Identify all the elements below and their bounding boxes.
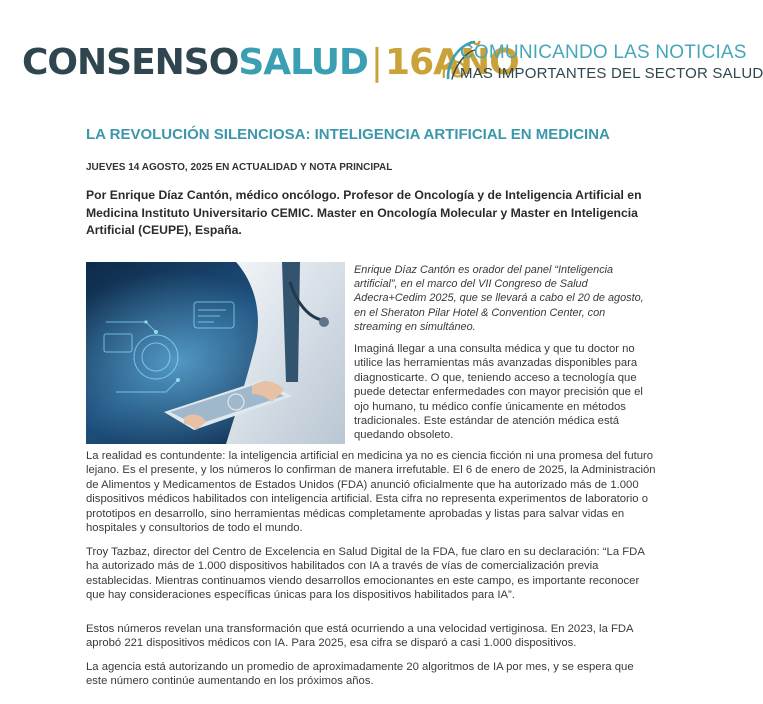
article-hero-image — [86, 262, 345, 444]
article-dateline: JUEVES 14 AGOSTO, 2025 EN ACTUALIDAD Y NOTA PRINCIPAL — [86, 162, 393, 173]
masthead — [22, 40, 763, 92]
article-headline: LA REVOLUCIÓN SILENCIOSA: INTELIGENCIA ARTIFICIAL EN MEDICINA — [86, 126, 610, 143]
article-paragraph: La realidad es contundente: la inteligencia artificial en medicina ya no es ciencia ficción ni una promesa del futuro lejano. Es el presente, y los números lo confirman de manera irrefutable. El 6 de enero de 2025, la Administración de Alimentos y Medicamentos de Estados Unidos (FDA) anunció oficialmente que ha autorizado más de 1.000 dispositivos médicos habilitados con inteligencia artificial. Esta cifra no representa experimentos de laboratorio o prototipos en desarrollo, sino herramientas médicas completamente aprobadas y listas para salvar vidas en hospitales y consultorios de todo el mundo. — [86, 450, 656, 535]
article-intro-paragraph: Imaginá llegar a una consulta médica y que tu doctor no utilice las herramientas más avanzadas disponibles para diagnosticarte. O que, teniendo acceso a tecnología que puede detectar enfermedades con mayor precisión que el ojo humano, tu médico confíe únicamente en métodos tradicionales. Este estándar de atención médica está quedando obsoleto. — [354, 343, 643, 442]
article-paragraph: Troy Tazbaz, director del Centro de Excelencia en Salud Digital de la FDA, fue claro en su declaración: “La FDA ha autorizado más de 1.000 dispositivos habilitados con IA a través de vías de comercialización previa establecidas. Mientras continuamos viendo desarrollos emocionantes en este campo, es importante reconocer que hay consideraciones específicas únicas para los dispositivos habilitados para IA”. — [86, 546, 645, 602]
logo-text-consenso: CONSENSO — [22, 42, 239, 83]
logo-separator: | — [370, 42, 383, 83]
tagline-line-2: MAS IMPORTANTES DEL SECTOR SALUD — [460, 65, 763, 82]
logo-text-salud: SALUD — [238, 42, 368, 83]
article-paragraph: Estos números revelan una transformación que está ocurriendo a una velocidad vertiginosa. En 2023, la FDA aprobó 221 dispositivos médicos con IA. Para 2025, esa cifra se disparó a casi 1.000 dispositivos. — [86, 623, 633, 650]
logo-text-years: 16AÑO — [385, 42, 519, 83]
article-byline: Por Enrique Díaz Cantón, médico oncólogo. Profesor de Oncología y de Inteligencia Artificial en Medicina Instituto Universitario CEMIC. Master en Oncología Molecular y Master en Inteligencia Artificial (CEUPE), España. — [86, 188, 642, 237]
doctor-with-tablet-ai-icon — [86, 262, 345, 444]
article-paragraph: La agencia está autorizando un promedio de aproximadamente 20 algoritmos de IA por mes, y se espera que este número continúe aumentando en los próximos años. — [86, 661, 634, 688]
site-tagline — [460, 42, 763, 84]
image-caption: Enrique Díaz Cantón es orador del panel “Inteligencia artificial”, en el marco del VII Congreso de Salud Adecra+Cedim 2025, que se llevará a cabo el 20 de agosto, en el Sheraton Pilar Hotel & Convention Center, con streaming en simultáneo. — [354, 264, 644, 333]
tagline-line-1: COMUNICANDO LAS NOTICIAS — [460, 42, 747, 63]
